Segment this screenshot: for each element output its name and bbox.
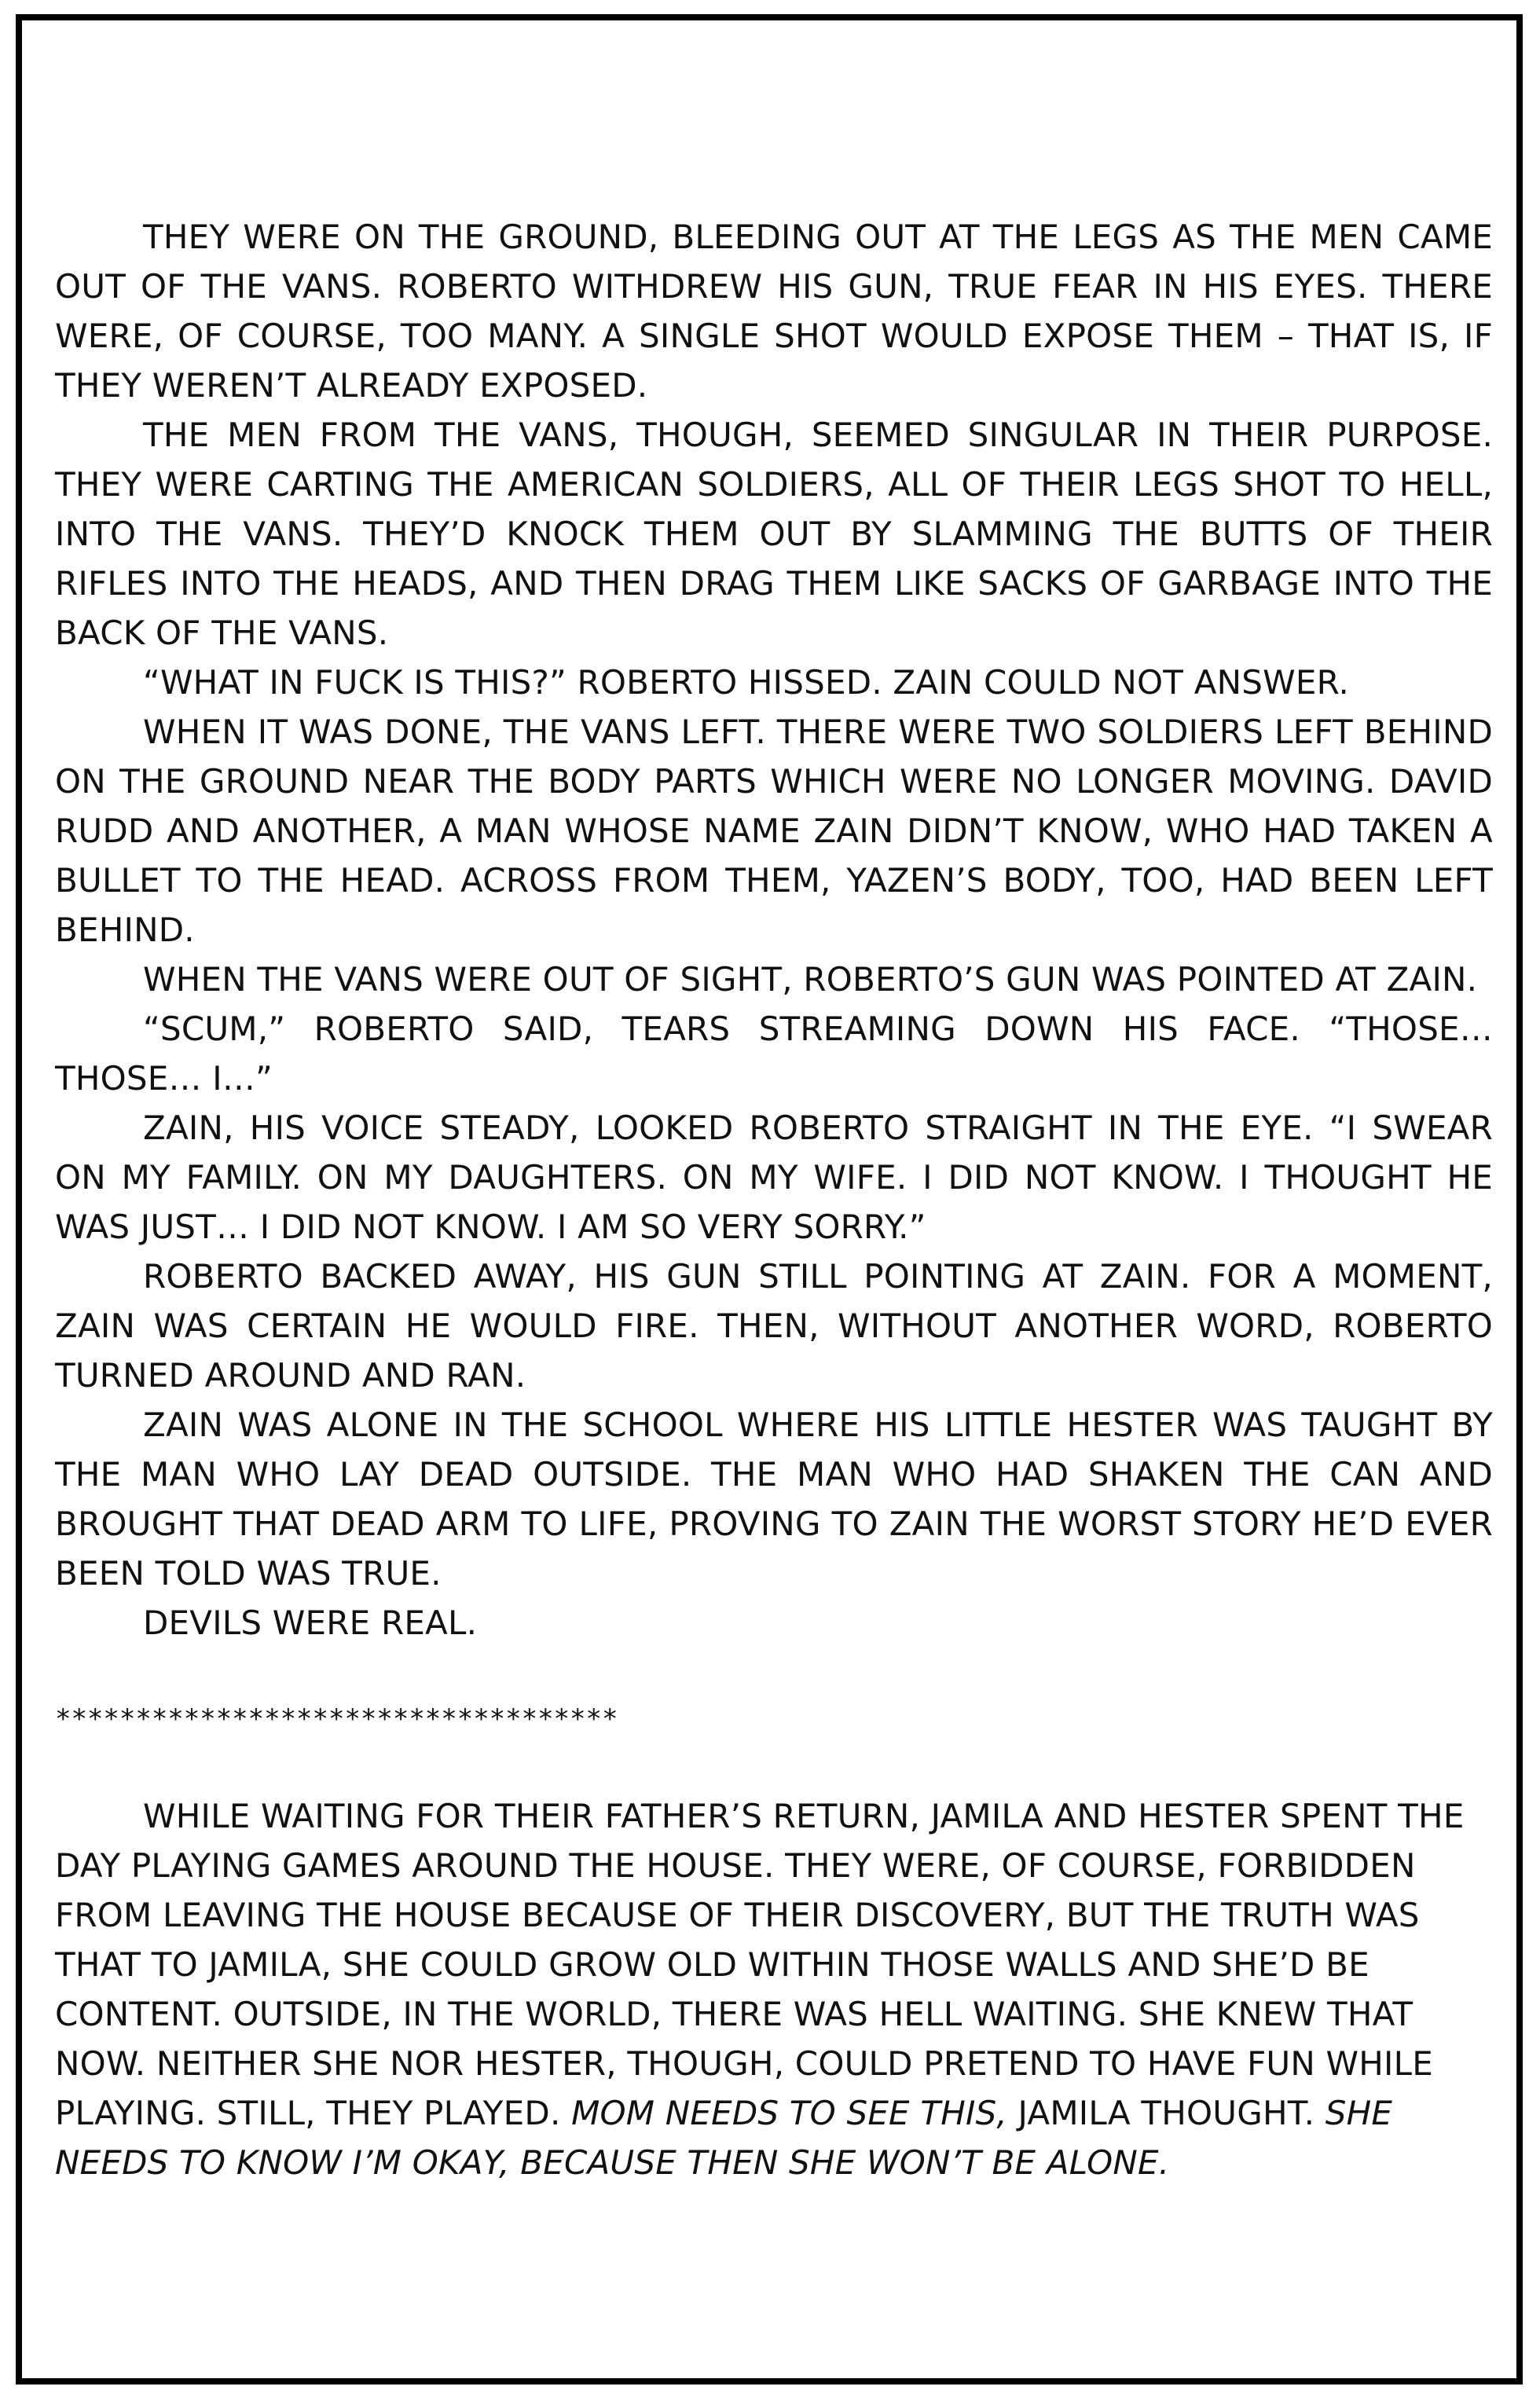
comic-panel <box>16 14 1523 2385</box>
paragraph-6: “SCUM,” ROBERTO SAID, TEARS STREAMING DOWN HIS FACE. “THOSE… THOSE… I…” <box>55 1010 1493 1098</box>
paragraph-5: WHEN THE VANS WERE OUT OF SIGHT, ROBERTO’S GUN WAS POINTED AT ZAIN. <box>143 960 1478 999</box>
paragraph-8: ROBERTO BACKED AWAY, HIS GUN STILL POINTING AT ZAIN. FOR A MOMENT, ZAIN WAS CERTAIN HE WOULD FIRE. THEN, WITHOUT ANOTHER WORD, ROBERTO TURNED AROUND AND RAN. <box>55 1257 1493 1395</box>
scene-break-divider: *********************************** <box>55 1703 618 1735</box>
final-paragraph-text: WHILE WAITING FOR THEIR FATHER’S RETURN, JAMILA AND HESTER SPENT THE DAY PLAYING GAMES AROUND THE HOUSE. THEY WERE, OF COURSE, FORBIDDEN FROM LEAVING THE HOUSE BECAUSE OF THEIR DISCOVERY, BUT THE TRUTH WAS THAT TO JAMILA, SHE COULD GROW OLD WITHIN THOSE WALLS AND SHE’D BE CONTENT. OUTSIDE, IN THE WORLD, THERE WAS HELL WAITING. SHE KNEW THAT NOW. NEITHER SHE NOR HESTER, THOUGH, COULD PRETEND TO HAVE FUN WHILE PLAYING. STILL, THEY PLAYED. <box>55 1797 1465 2132</box>
paragraph-3: “WHAT IN FUCK IS THIS?” ROBERTO HISSED. ZAIN COULD NOT ANSWER. <box>143 663 1350 702</box>
paragraph-10: DEVILS WERE REAL. <box>143 1604 478 1642</box>
paragraph-9: ZAIN WAS ALONE IN THE SCHOOL WHERE HIS LITTLE HESTER WAS TAUGHT BY THE MAN WHO LAY DEAD OUTSIDE. THE MAN WHO HAD SHAKEN THE CAN AND BROUGHT THAT DEAD ARM TO LIFE, PROVING TO ZAIN THE WORST STORY HE’D EVER BEEN TOLD WAS TRUE. <box>55 1406 1493 1593</box>
final-paragraph-italic-1: MOM NEEDS TO SEE THIS, <box>571 2094 1007 2132</box>
final-paragraph-italic-2: SHE NEEDS TO KNOW I’M OKAY, BECAUSE THEN SHE WON’T BE ALONE. <box>55 2094 1393 2182</box>
paragraph-1: THEY WERE ON THE GROUND, BLEEDING OUT AT THE LEGS AS THE MEN CAME OUT OF THE VANS. ROBERTO WITHDREW HIS GUN, TRUE FEAR IN HIS EYES. THERE WERE, OF COURSE, TOO MANY. A SINGLE SHOT WOULD EXPOSE THEM – THAT IS, IF THEY WEREN’T ALREADY EXPOSED. <box>55 218 1493 405</box>
paragraph-7: ZAIN, HIS VOICE STEADY, LOOKED ROBERTO STRAIGHT IN THE EYE. “I SWEAR ON MY FAMILY. ON MY DAUGHTERS. ON MY WIFE. I DID NOT KNOW. I THOUGHT HE WAS JUST… I DID NOT KNOW. I AM SO VERY SORRY.” <box>55 1109 1493 1246</box>
final-paragraph <box>55 1791 1493 2187</box>
paragraph-2: THE MEN FROM THE VANS, THOUGH, SEEMED SINGULAR IN THEIR PURPOSE. THEY WERE CARTING THE AMERICAN SOLDIERS, ALL OF THEIR LEGS SHOT TO HELL, INTO THE VANS. THEY’D KNOCK THEM OUT BY SLAMMING THE BUTTS OF THEIR RIFLES INTO THE HEADS, AND THEN DRAG THEM LIKE SACKS OF GARBAGE INTO THE BACK OF THE VANS. <box>55 416 1493 652</box>
final-paragraph-middle: JAMILA THOUGHT. <box>1018 2094 1315 2132</box>
paragraph-4: WHEN IT WAS DONE, THE VANS LEFT. THERE WERE TWO SOLDIERS LEFT BEHIND ON THE GROUND NEAR THE BODY PARTS WHICH WERE NO LONGER MOVING. DAVID RUDD AND ANOTHER, A MAN WHOSE NAME ZAIN DIDN’T KNOW, WHO HAD TAKEN A BULLET TO THE HEAD. ACROSS FROM THEM, YAZEN’S BODY, TOO, HAD BEEN LEFT BEHIND. <box>55 713 1493 949</box>
text-block <box>55 212 1493 2187</box>
